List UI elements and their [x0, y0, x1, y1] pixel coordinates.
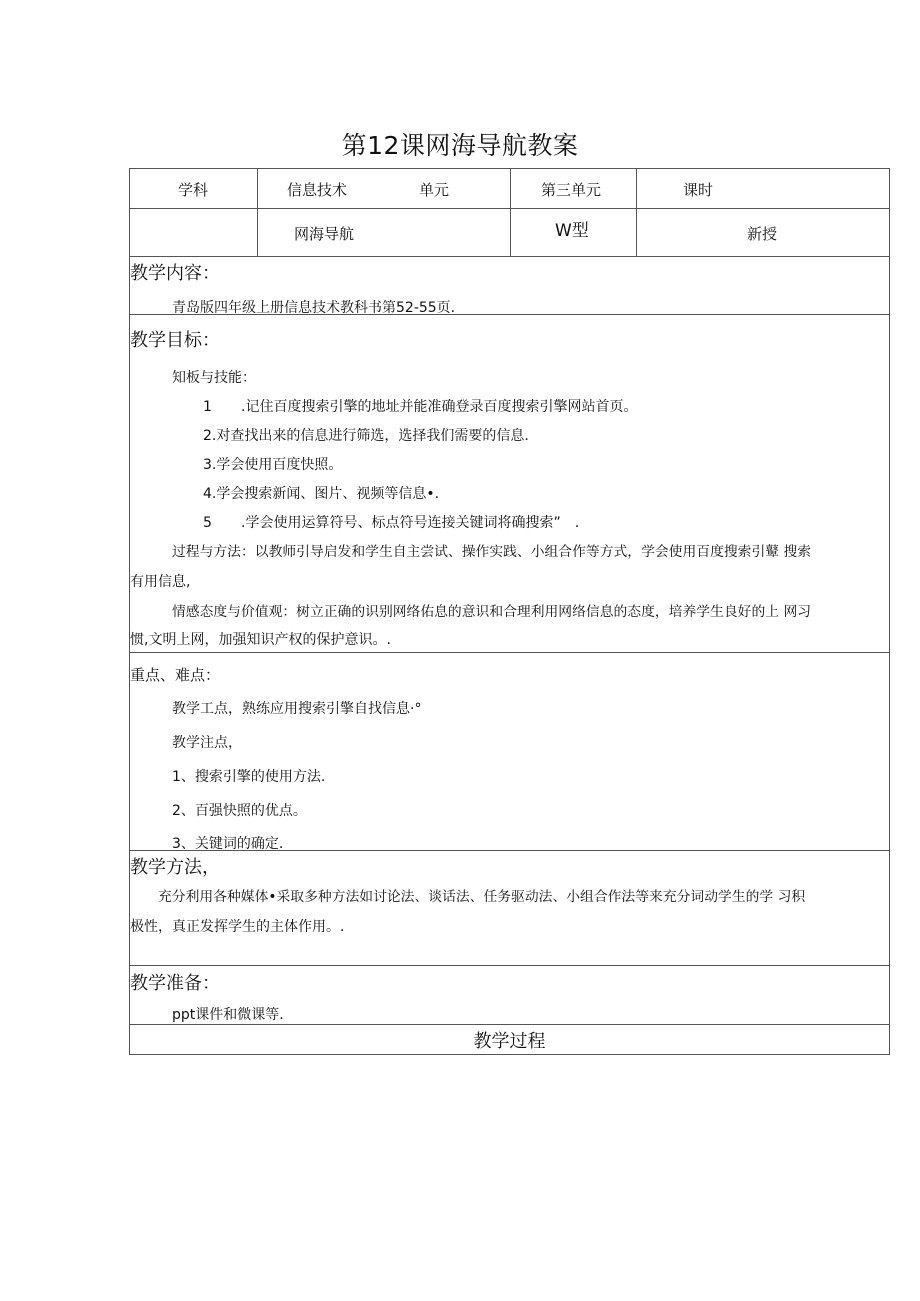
process-method-text: 过程与方法：以教师引导启发和学生自主尝试、操作实践、小组合作等方式，学会使用百度搜索引鼙 搜索 — [172, 544, 812, 560]
knowledge-label: 知板与技能： — [172, 370, 256, 386]
difficult-point-label: 教学注点， — [172, 735, 242, 751]
goal-item-number: 1 — [203, 399, 212, 415]
method-text: 充分利用各种媒体•采取多种方法如讨论法、谈话法、任务驱动法、小组合作法等来充分词动学生的学 习积 — [158, 889, 806, 905]
lesson-name: 网海导航 — [294, 225, 355, 243]
lesson-type-value: 新授 — [747, 225, 778, 243]
process-method-text-cont: 有用信息, — [130, 574, 191, 590]
difficult-point-item: 2、百强快照的优点。 — [172, 803, 307, 819]
prep-heading: 教学准备： — [130, 973, 220, 994]
method-heading: 教学方法， — [130, 857, 220, 878]
goal-item: 4.学会搜索新闻、图片、视频等信息•. — [203, 486, 440, 502]
goals-heading: 教学目标： — [130, 330, 220, 351]
column-divider — [257, 168, 258, 256]
goal-item: 3.学会使用百度快照。 — [203, 457, 343, 473]
column-divider — [510, 168, 511, 256]
process-heading: 教学过程 — [473, 1031, 546, 1052]
goal-item: 2.对查找出来的信息进行筛选，选择我们需要的信息. — [203, 428, 529, 444]
column-divider — [636, 168, 637, 256]
unit-value: 第三单元 — [541, 181, 602, 199]
content-text: 青岛版四年级上册信息技术教科书第52-55页. — [172, 300, 456, 316]
goal-item-number: 5 — [203, 515, 212, 531]
emotion-values-text: 情感态度与价值观：树立正确的识别网络佑息的意识和合理利用网络信息的态度，培养学生良好的上 网习 — [172, 604, 812, 620]
goal-item: .记住百度搜索引擎的地址并能准确登录百度搜索引擎网站首页。 — [241, 399, 638, 415]
key-point-text: 教学工点，熟练应用搜索引擎自找信息·° — [172, 701, 422, 717]
row-divider — [129, 256, 890, 257]
emotion-values-text-cont: 惯,文明上网，加强知识产权的保护意识。. — [130, 632, 391, 648]
document-title: 第12课网海导航教案 — [341, 131, 579, 160]
subject-label: 学科 — [178, 181, 209, 199]
subject-value: 信息技术 — [287, 181, 348, 199]
row-divider — [129, 965, 890, 966]
content-heading: 教学内容： — [130, 263, 220, 284]
method-text-cont: 极性，真正发挥学生的主体作用。. — [130, 919, 345, 935]
row-divider — [129, 1024, 890, 1025]
lesson-type-label: W型 — [555, 221, 589, 241]
difficult-point-item: 3、关键词的确定. — [172, 836, 284, 852]
period-label: 课时 — [683, 181, 714, 199]
difficult-point-item: 1、搜索引擎的使用方法. — [172, 769, 326, 785]
unit-label: 单元 — [419, 181, 450, 199]
goal-item: .学会使用运算符号、标点符号连接关键词将确搜索” . — [241, 515, 580, 531]
row-divider — [129, 652, 890, 653]
prep-text: ppt课件和微课等. — [172, 1007, 284, 1023]
keypoints-heading: 重点、难点： — [130, 666, 221, 684]
